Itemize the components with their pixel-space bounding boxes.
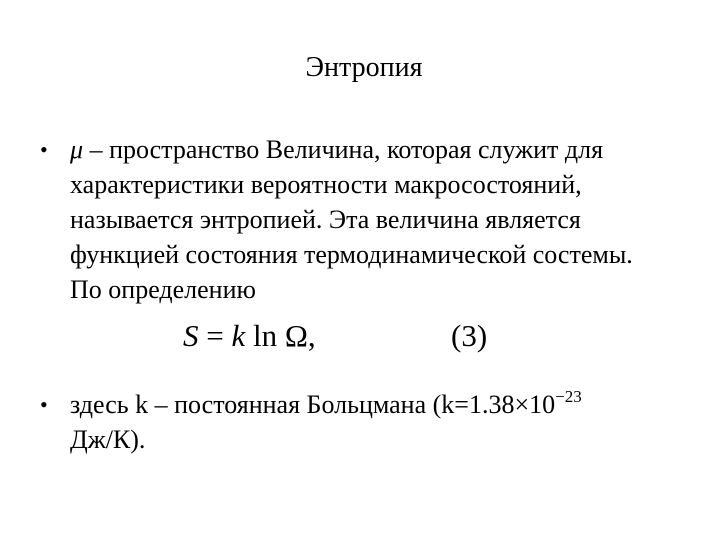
- bullet-line: функцией состояния термодинамической состемы.: [70, 240, 633, 269]
- bullet-line: Дж/К).: [70, 425, 146, 454]
- equation-number: (3): [451, 318, 488, 353]
- bullet-dot: •: [40, 137, 48, 162]
- slide-title: Энтропия: [305, 52, 423, 83]
- mu-symbol: μ: [70, 135, 84, 164]
- bullet-line: характеристики вероятности макросостояний,: [70, 170, 582, 199]
- exponent: −23: [555, 387, 582, 406]
- equation-k: k: [231, 318, 246, 353]
- bullet-text: [70, 132, 700, 307]
- bullet-line: По определению: [70, 275, 256, 304]
- bullet-line: [70, 132, 700, 167]
- bullet-line: [70, 387, 700, 422]
- equation-equals: =: [198, 318, 232, 353]
- bullet-line-rest: – пространство Величина, которая служит для: [83, 135, 604, 164]
- boltzmann-text: здесь k – постоянная Больцмана (k=1.38×10: [70, 390, 556, 419]
- bullet-dot: •: [40, 392, 48, 417]
- equation-s: S: [183, 318, 199, 353]
- equation-ln-omega: ln Ω,: [245, 318, 316, 353]
- bullet-line: называется энтропией. Эта величина является: [70, 205, 581, 234]
- entropy-equation: [183, 316, 316, 356]
- bullet-text: [70, 387, 700, 457]
